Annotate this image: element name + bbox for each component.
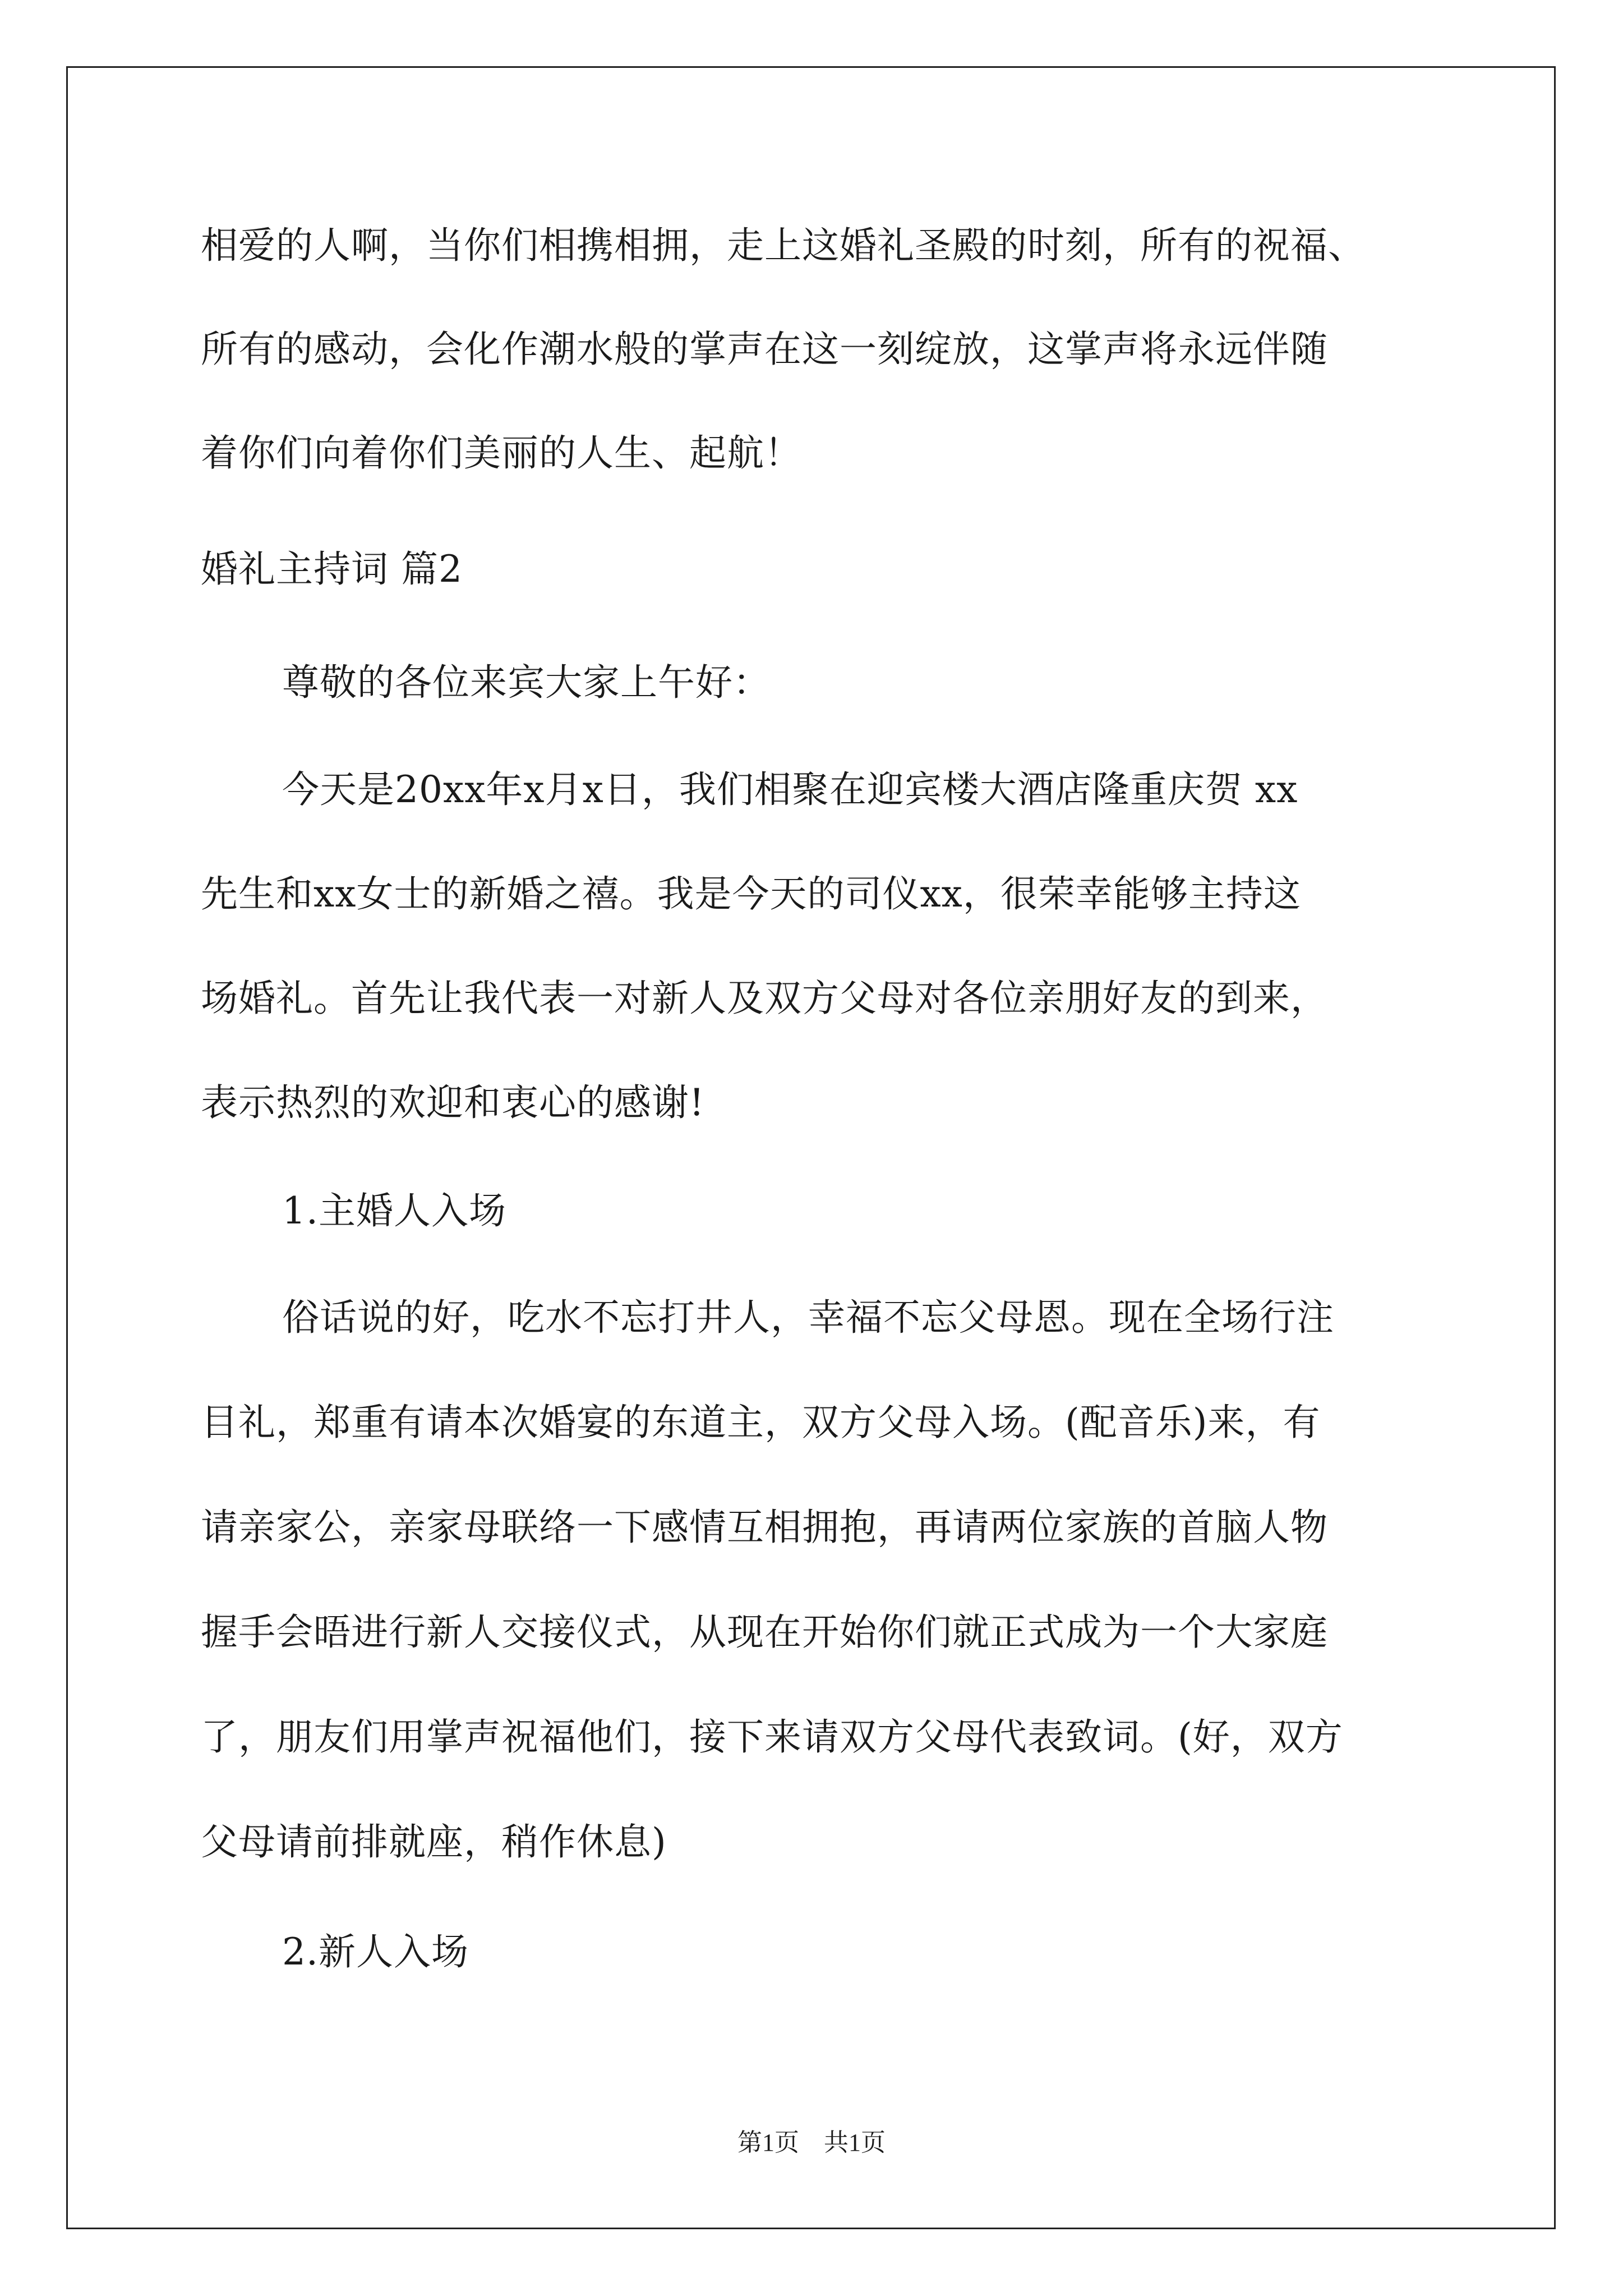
paragraph-line: 表示热烈的欢迎和衷心的感谢! (201, 1081, 705, 1124)
paragraph-line: 所有的感动，会化作潮水般的掌声在这一刻绽放，这掌声将永远伴随 (201, 328, 1328, 371)
subheading: 1.主婚人入场 (282, 1189, 506, 1232)
paragraph-line: 握手会晤进行新人交接仪式，从现在开始你们就正式成为一个大家庭 (201, 1611, 1328, 1654)
subheading: 2.新人入场 (282, 1930, 469, 1973)
paragraph-line: 相爱的人啊，当你们相携相拥，走上这婚礼圣殿的时刻，所有的祝福、 (201, 224, 1366, 267)
paragraph-line: 了，朋友们用掌声祝福他们，接下来请双方父母代表致词。(好，双方 (201, 1715, 1343, 1759)
page-footer: 第1页 共1页 (737, 2129, 886, 2156)
paragraph-line: 着你们向着你们美丽的人生、起航！ (201, 431, 802, 475)
section-heading: 婚礼主持词 篇2 (201, 547, 463, 591)
paragraph-line: 今天是20xx年x月x日，我们相聚在迎宾楼大酒店隆重庆贺 xx (282, 768, 1298, 811)
paragraph-line: 请亲家公，亲家母联络一下感情互相拥抱，再请两位家族的首脑人物 (201, 1506, 1328, 1549)
paragraph-line: 父母请前排就座，稍作休息) (201, 1820, 667, 1864)
paragraph-line: 场婚礼。首先让我代表一对新人及双方父母对各位亲朋好友的到来， (201, 977, 1328, 1020)
paragraph-line: 目礼，郑重有请本次婚宴的东道主，双方父母入场。(配音乐)来，有 (201, 1401, 1321, 1444)
page-border (66, 66, 1556, 2229)
paragraph-line: 先生和xx女士的新婚之禧。我是今天的司仪xx，很荣幸能够主持这 (201, 872, 1301, 915)
paragraph-line: 俗话说的好，吃水不忘打井人，幸福不忘父母恩。现在全场行注 (282, 1296, 1334, 1339)
greeting-line: 尊敬的各位来宾大家上午好： (282, 661, 771, 704)
